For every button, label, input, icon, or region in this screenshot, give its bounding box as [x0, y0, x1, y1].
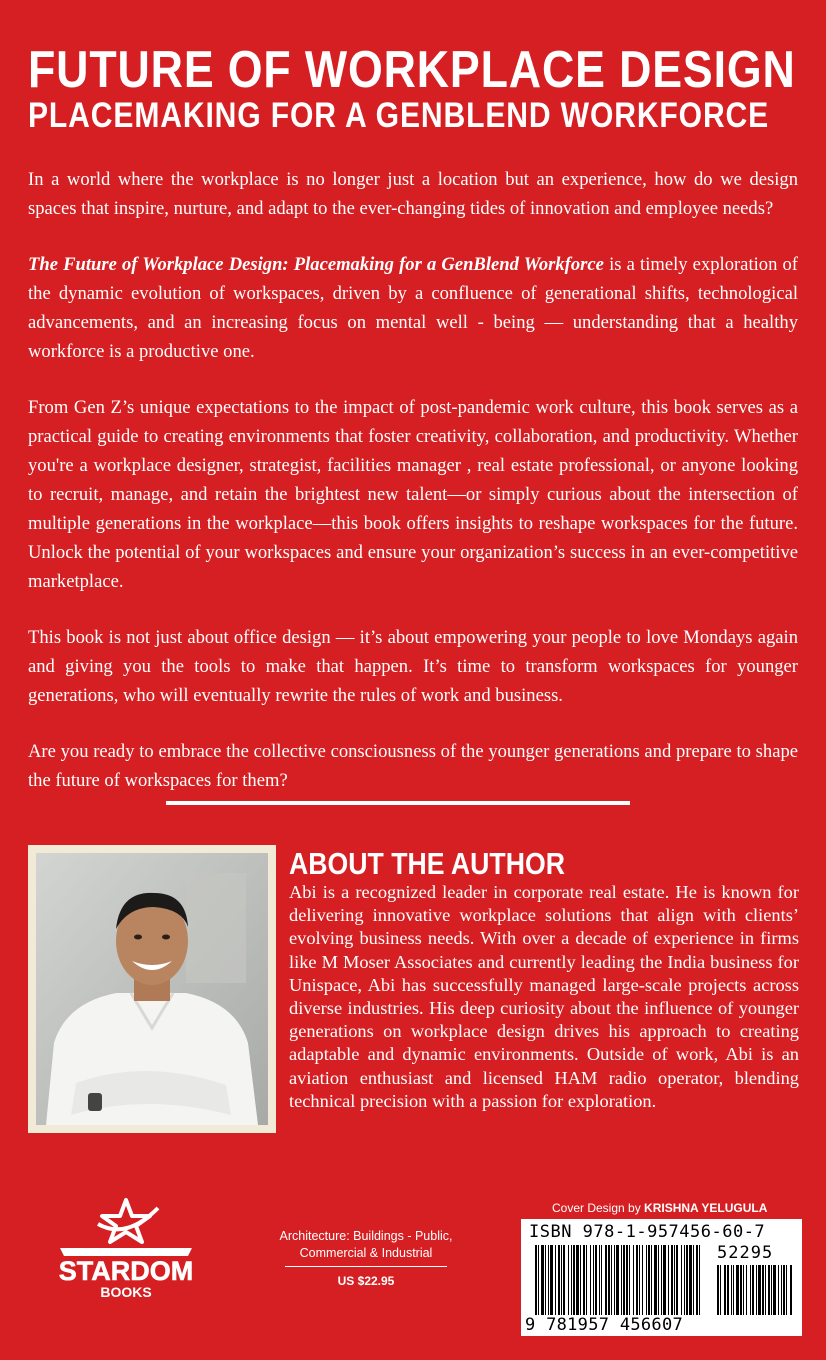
barcode-bar [586, 1245, 587, 1315]
stardom-logo-icon [40, 1196, 212, 1300]
barcode-bar [595, 1245, 597, 1315]
barcode-bar [674, 1245, 675, 1315]
author-portrait-illustration [36, 853, 268, 1125]
barcode-bar [590, 1245, 591, 1315]
barcode-bar [639, 1245, 640, 1315]
about-author-heading: ABOUT THE AUTHOR [289, 846, 565, 881]
barcode-bar [699, 1245, 700, 1315]
barcode-bar [733, 1265, 734, 1315]
barcode-bar [573, 1245, 575, 1315]
barcode-bar [611, 1245, 612, 1315]
barcode-bar [693, 1245, 694, 1315]
title-block [28, 42, 808, 136]
barcode-bar [746, 1265, 747, 1315]
cover-credit-label: Cover Design by [552, 1201, 645, 1215]
publisher-name: STARDOM [58, 1256, 194, 1286]
barcode-bar [765, 1265, 766, 1315]
blurb-paragraph-5: Are you ready to embrace the collective consciousness of the younger generations and prepare to shape the future of workspaces for them? [28, 741, 798, 791]
barcode-bar [608, 1245, 610, 1315]
barcode-bar [654, 1245, 657, 1315]
barcode-bar [752, 1265, 754, 1315]
barcode-bar [771, 1265, 772, 1315]
barcode-bar [720, 1265, 721, 1315]
barcode-bar [538, 1245, 539, 1315]
back-cover-blurb [28, 165, 798, 822]
category-line-2: Commercial & Industrial [299, 1246, 433, 1260]
barcode-bar [676, 1245, 678, 1315]
barcode-bar [696, 1245, 698, 1315]
barcode-bar [773, 1265, 776, 1315]
barcode-bar [545, 1245, 546, 1315]
blurb-paragraph-2 [28, 250, 798, 366]
barcode-bar [671, 1245, 673, 1315]
barcode-bar [762, 1265, 764, 1315]
barcode-bar [786, 1265, 787, 1315]
book-subtitle: PLACEMAKING FOR A GENBLEND WORKFORCE [28, 96, 770, 135]
barcode-bar [601, 1245, 602, 1315]
barcode-bar [790, 1265, 792, 1315]
book-category [262, 1228, 470, 1290]
barcode-bar [768, 1265, 770, 1315]
barcode-bar [717, 1265, 719, 1315]
barcode-bar [758, 1265, 761, 1315]
barcode-bar [614, 1245, 615, 1315]
barcode-bar [783, 1265, 785, 1315]
barcode-bar [642, 1245, 643, 1315]
barcode-bar [661, 1245, 662, 1315]
barcode-bar [561, 1245, 562, 1315]
barcode-bar [563, 1245, 565, 1315]
barcode-bar [629, 1245, 630, 1315]
barcode-bar [558, 1245, 560, 1315]
barcode-bar [663, 1245, 666, 1315]
barcode-bar [658, 1245, 659, 1315]
barcode-bar [743, 1265, 744, 1315]
publisher-name-line2: BOOKS [100, 1284, 152, 1300]
barcode-bar [580, 1245, 581, 1315]
barcode-bar [621, 1245, 622, 1315]
author-photo [36, 853, 268, 1125]
book-price: US $22.95 [337, 1274, 395, 1288]
barcode-bar [646, 1245, 647, 1315]
barcode-bar [583, 1245, 585, 1315]
barcode-bar [781, 1265, 782, 1315]
cover-designer-name: KRISHNA YELUGULA [644, 1201, 768, 1215]
barcode-bar [548, 1245, 549, 1315]
cover-design-credit [552, 1201, 767, 1215]
barcode-bar [668, 1245, 669, 1315]
barcode-bar [727, 1265, 729, 1315]
blurb-paragraph-2-text: is a timely exploration of the dynamic evolution of workspaces, driven by a confluence of generational shifts, technological advancements, and an increasing focus on mental well - being — understanding that a healthy workforce is a productive one. [28, 254, 799, 362]
barcode-bar [616, 1245, 619, 1315]
barcode-bar [731, 1265, 732, 1315]
barcode-bar [535, 1245, 537, 1315]
author-bio: Abi is a recognized leader in corporate real estate. He is known for delivering innovative workplace solutions that align with clients’ evolving business needs. With over a decade of experience in firms like M Moser Associates and currently leading the India business for Unispace, Abi has successfully managed large-scale projects across diverse industries. His deep curiosity about the influence of younger generations on workplace design drives his approach to creating adaptable and dynamic environments. Outside of work, Abi is an aviation enthusiast and licensed HAM radio operator, blending technical precision with a passion for exploration. [289, 882, 799, 1111]
barcode-bar [686, 1245, 688, 1315]
barcode-bar [550, 1245, 553, 1315]
blurb-paragraph-3: From Gen Z’s unique expectations to the impact of post-pandemic work culture, this book serves as a practical guide to creating environments that foster creativity, collaboration, and productivity. Whether you're a workplace designer, strategist, facilities manager , real estate professional, or anyone looking to recruit, manage, and retain the brightest new talent—or simply curious about the intersection of multiple generations in the workplace—this book offers insights to reshape workspaces for the future. Unlock the potential of your workspaces and ensure your organization’s success in an ever-competitive marketplace. [28, 397, 798, 592]
barcode-bar [605, 1245, 607, 1315]
blurb-paragraph-4: This book is not just about office design — it’s about empowering your people to love Mondays again and giving you the tools to make that happen. It’s time to transform workspaces for younger generations, who will eventually rewrite the rules of work and business. [28, 627, 798, 706]
barcode-bar [593, 1245, 594, 1315]
barcode-bar [626, 1245, 628, 1315]
barcode-bar [568, 1245, 569, 1315]
barcode-bar [636, 1245, 638, 1315]
barcode-bar [599, 1245, 600, 1315]
blurb-book-title: The Future of Workplace Design: Placemaking for a GenBlend Workforce [28, 254, 604, 275]
barcode-bar [736, 1265, 739, 1315]
barcode-bar [740, 1265, 742, 1315]
barcode-bar [555, 1245, 556, 1315]
category-line-1: Architecture: Buildings - Public, [279, 1229, 453, 1243]
barcode-bar [623, 1245, 625, 1315]
barcode-bar [724, 1265, 726, 1315]
barcode-bar [651, 1245, 652, 1315]
section-divider [166, 801, 630, 805]
blurb-paragraph-1: In a world where the workplace is no longer just a location but an experience, how do we design spaces that inspire, nurture, and adapt to the ever-changing tides of innovation and employee needs? [28, 169, 798, 219]
barcode-bar [576, 1245, 579, 1315]
publisher-logo [40, 1196, 212, 1300]
isbn-number: ISBN 978-1-957456-60-7 [529, 1222, 766, 1242]
author-photo-frame [28, 845, 276, 1133]
ean-number: 9 781957 456607 [525, 1315, 684, 1335]
barcode-bar [648, 1245, 650, 1315]
barcode-bar [750, 1265, 751, 1315]
category-rule [285, 1266, 447, 1267]
barcode-bar [633, 1245, 634, 1315]
book-title: FUTURE OF WORKPLACE DESIGN [28, 41, 796, 99]
barcode-bar [756, 1265, 757, 1315]
barcode-bar [684, 1245, 685, 1315]
barcode-bar [778, 1265, 779, 1315]
barcode-bar [571, 1245, 572, 1315]
barcode-bar [681, 1245, 682, 1315]
barcode-bar [541, 1245, 544, 1315]
barcode-addon-number: 52295 [717, 1243, 774, 1263]
isbn-barcode [521, 1219, 802, 1336]
barcode-bar [689, 1245, 692, 1315]
